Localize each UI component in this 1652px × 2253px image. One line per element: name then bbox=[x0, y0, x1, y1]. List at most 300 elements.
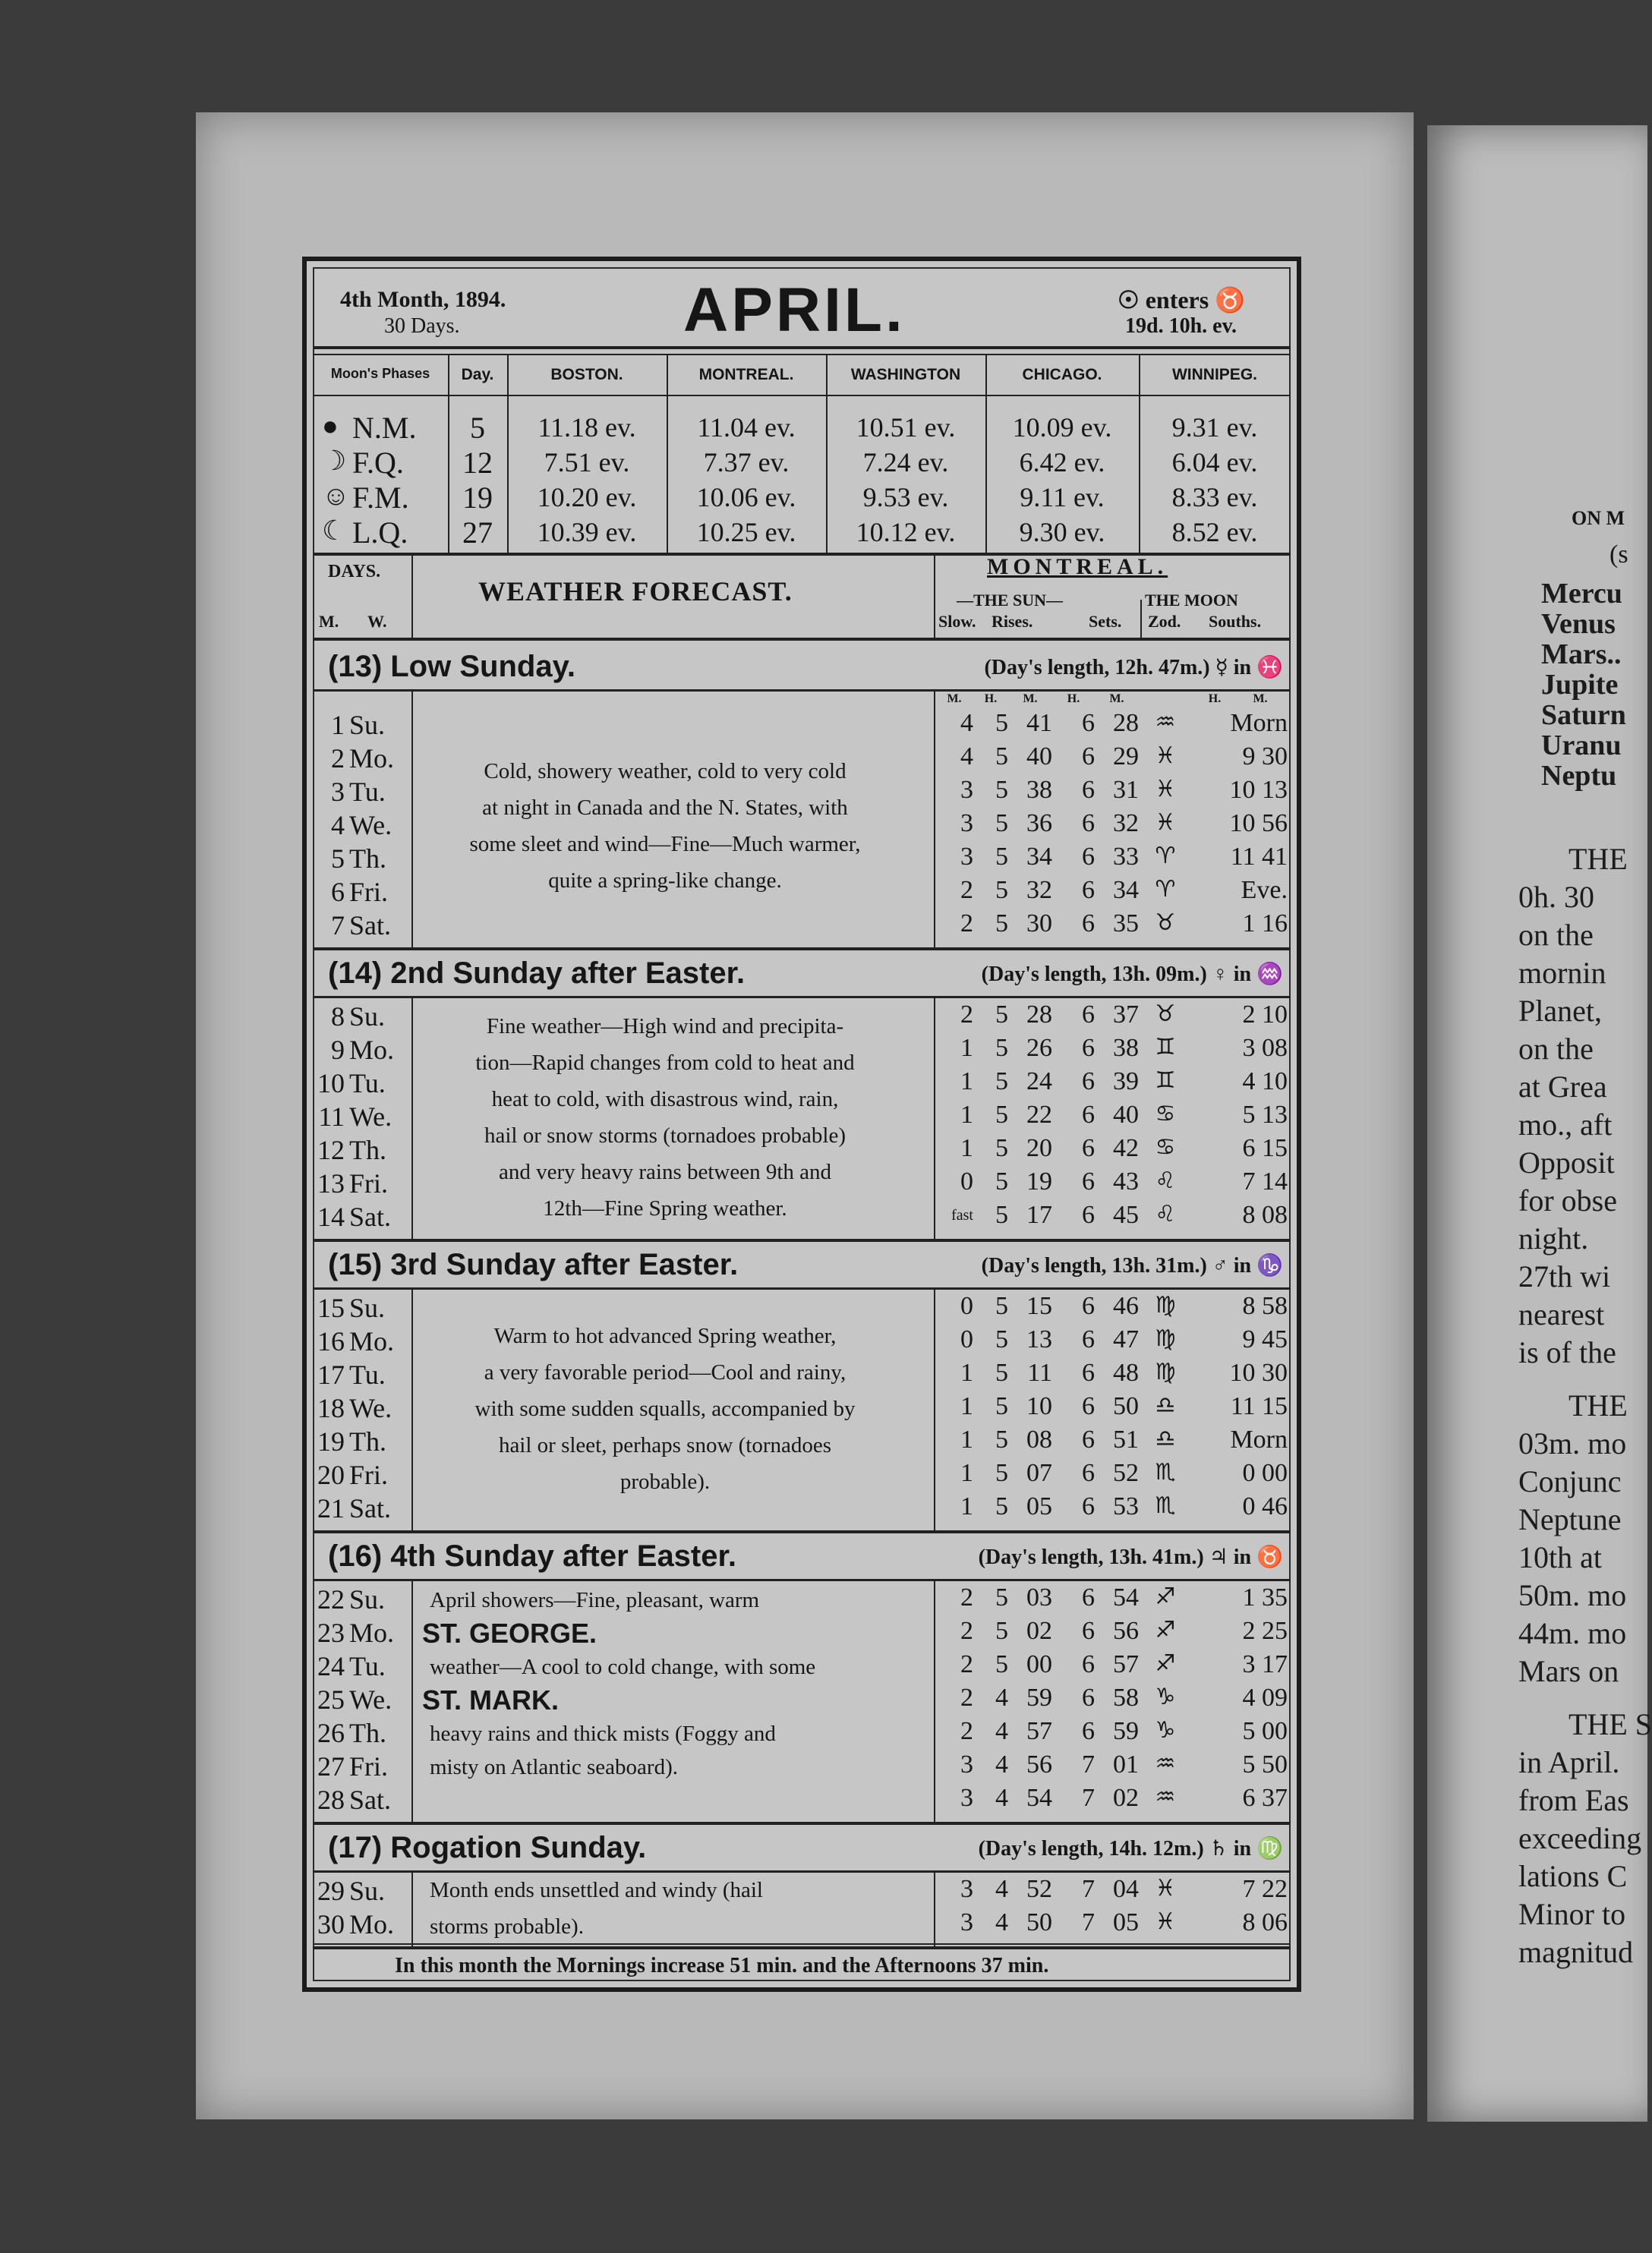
right-heading: ON M bbox=[1572, 507, 1625, 529]
sunset-min: 48 bbox=[1113, 1359, 1139, 1387]
sunset-hour: 6 bbox=[1082, 1426, 1095, 1454]
sunset-hour: 6 bbox=[1082, 1684, 1095, 1712]
sunrise-min: 26 bbox=[1026, 1034, 1052, 1062]
moon-zodiac: ♓ bbox=[1155, 742, 1176, 769]
weekday: Sat. bbox=[349, 1785, 392, 1815]
sunrise-min: 41 bbox=[1026, 709, 1052, 737]
planet-name: Jupite bbox=[1541, 669, 1619, 701]
moon-zodiac: ♈ bbox=[1155, 876, 1176, 903]
sunset-hour: 6 bbox=[1082, 1717, 1095, 1745]
sunrise-min: 19 bbox=[1026, 1167, 1052, 1196]
moon-souths: 10 30 bbox=[1229, 1359, 1288, 1387]
right-text-line: THE S bbox=[1568, 1707, 1652, 1741]
weekday: Th. bbox=[349, 1135, 386, 1165]
sunset-min: 34 bbox=[1113, 876, 1139, 904]
forecast-line: a very favorable period—Cool and rainy, bbox=[484, 1360, 846, 1385]
moon-zodiac: ♒ bbox=[1155, 1784, 1176, 1810]
sunrise-min: 11 bbox=[1027, 1359, 1052, 1387]
sunrise-hour: 5 bbox=[995, 742, 1008, 770]
moon-zodiac: ♉ bbox=[1155, 909, 1176, 936]
right-text-line: Mars on bbox=[1518, 1654, 1619, 1688]
sunset-hour: 6 bbox=[1082, 876, 1095, 904]
days-label: DAYS. bbox=[328, 562, 381, 581]
phase-symbol: ● bbox=[322, 411, 339, 441]
sun-slow: 1 bbox=[960, 1459, 973, 1487]
weather-forecast-text bbox=[422, 1318, 908, 1500]
right-text-line: 03m. mo bbox=[1518, 1426, 1627, 1461]
phase-time: 11.18 ev. bbox=[538, 412, 636, 443]
unit-label: M. bbox=[1023, 692, 1038, 705]
moon-souths: 4 09 bbox=[1242, 1684, 1288, 1712]
sunrise-hour: 5 bbox=[995, 1617, 1008, 1645]
sunrise-min: 57 bbox=[1026, 1717, 1052, 1745]
sunset-min: 50 bbox=[1113, 1392, 1139, 1420]
weekday: Mo. bbox=[349, 1326, 395, 1357]
sunset-hour: 6 bbox=[1082, 1583, 1095, 1612]
planet-name: Saturn bbox=[1541, 699, 1626, 731]
forecast-line: heavy rains and thick mists (Foggy and bbox=[430, 1722, 776, 1746]
phase-col-header: BOSTON. bbox=[550, 366, 623, 383]
moon-zodiac: ♉ bbox=[1155, 1000, 1176, 1027]
moon-zodiac: ♑ bbox=[1155, 1684, 1176, 1710]
unit-label: M. bbox=[947, 692, 962, 705]
right-text-line: in April. bbox=[1518, 1745, 1620, 1779]
sunset-hour: 6 bbox=[1082, 809, 1095, 837]
sun-slow: 2 bbox=[960, 1617, 973, 1645]
sub-col-rule bbox=[1140, 600, 1142, 638]
moon-souths: 0 00 bbox=[1242, 1459, 1288, 1487]
right-text-line: mornin bbox=[1518, 956, 1606, 990]
w-label: W. bbox=[367, 612, 387, 631]
week-bottom-rule bbox=[313, 1530, 1291, 1533]
footer-rule bbox=[313, 1943, 1291, 1945]
the-moon-label: THE MOON bbox=[1145, 591, 1238, 610]
sunrise-hour: 5 bbox=[995, 1492, 1008, 1520]
sunrise-hour: 4 bbox=[995, 1784, 1008, 1812]
sunrise-min: 02 bbox=[1026, 1617, 1052, 1645]
forecast-line: tion—Rapid changes from cold to heat and bbox=[475, 1051, 855, 1075]
day-number: 24 bbox=[317, 1651, 345, 1681]
sunrise-min: 24 bbox=[1026, 1067, 1052, 1095]
day-number: 17 bbox=[317, 1360, 345, 1390]
sun-slow: 2 bbox=[960, 1583, 973, 1612]
phase-name: N.M. bbox=[352, 411, 417, 445]
moon-souths: Eve. bbox=[1241, 876, 1288, 904]
sunrise-hour: 4 bbox=[995, 1875, 1008, 1903]
sun-slow: 1 bbox=[960, 1134, 973, 1162]
weekday: Mo. bbox=[349, 1618, 395, 1648]
moon-zodiac: ♒ bbox=[1155, 709, 1176, 736]
right-text-line: 10th at bbox=[1518, 1540, 1602, 1574]
forecast-line: Warm to hot advanced Spring weather, bbox=[493, 1324, 837, 1348]
sun-enters: ☉ enters ♉ bbox=[1118, 286, 1246, 314]
sunset-hour: 6 bbox=[1082, 1167, 1095, 1196]
sunset-min: 43 bbox=[1113, 1167, 1139, 1196]
phase-col-header: Moon's Phases bbox=[330, 366, 430, 381]
forecast-line: 12th—Fine Spring weather. bbox=[543, 1196, 787, 1221]
phase-col-header: Day. bbox=[461, 366, 494, 383]
sunset-min: 52 bbox=[1113, 1459, 1139, 1487]
right-text-line: night. bbox=[1518, 1221, 1589, 1256]
phase-time: 10.51 ev. bbox=[856, 412, 956, 443]
day-number: 30 bbox=[317, 1909, 345, 1939]
sub-col-rule bbox=[934, 556, 935, 638]
sun-slow: 3 bbox=[960, 843, 973, 871]
sunrise-hour: 4 bbox=[995, 1717, 1008, 1745]
forecast-line: April showers—Fine, pleasant, warm bbox=[430, 1588, 760, 1612]
sunset-hour: 6 bbox=[1082, 909, 1095, 937]
right-text-line: on the bbox=[1518, 918, 1594, 952]
sunrise-min: 36 bbox=[1026, 809, 1052, 837]
zod-label: Zod. bbox=[1148, 612, 1181, 631]
forecast-line: at night in Canada and the N. States, with bbox=[482, 796, 848, 820]
sunset-min: 38 bbox=[1113, 1034, 1139, 1062]
weekday: Sat. bbox=[349, 1493, 392, 1524]
sunset-hour: 6 bbox=[1082, 1492, 1095, 1520]
sun-slow: 3 bbox=[960, 809, 973, 837]
sunrise-min: 59 bbox=[1026, 1684, 1052, 1712]
right-text-line: THE bbox=[1568, 842, 1628, 876]
sunset-min: 02 bbox=[1113, 1784, 1139, 1812]
sunrise-min: 56 bbox=[1026, 1750, 1052, 1779]
phase-day: 5 bbox=[470, 411, 485, 445]
planet-name: Neptu bbox=[1541, 760, 1617, 792]
sun-slow: 0 bbox=[960, 1167, 973, 1196]
weekday: Fri. bbox=[349, 1751, 389, 1782]
sunset-min: 53 bbox=[1113, 1492, 1139, 1520]
moon-souths: 3 08 bbox=[1242, 1034, 1288, 1062]
sun-enters-time: 19d. 10h. ev. bbox=[1125, 314, 1237, 338]
sunrise-min: 00 bbox=[1026, 1650, 1052, 1678]
moon-zodiac: ♍ bbox=[1155, 1359, 1176, 1385]
sunrise-hour: 5 bbox=[995, 1292, 1008, 1320]
sunset-min: 46 bbox=[1113, 1292, 1139, 1320]
phase-time: 9.31 ev. bbox=[1171, 412, 1258, 443]
planet-name: Mercu bbox=[1541, 578, 1622, 610]
moon-zodiac: ♍ bbox=[1155, 1325, 1176, 1352]
sunrise-hour: 5 bbox=[995, 1426, 1008, 1454]
day-number: 18 bbox=[317, 1393, 345, 1423]
phase-day: 27 bbox=[462, 515, 493, 550]
phase-time: 8.33 ev. bbox=[1171, 482, 1258, 512]
right-text-line: 0h. 30 bbox=[1518, 880, 1594, 914]
phase-time: 10.09 ev. bbox=[1012, 412, 1112, 443]
sunrise-hour: 5 bbox=[995, 1583, 1008, 1612]
sunrise-hour: 4 bbox=[995, 1750, 1008, 1779]
planet-name: Mars.. bbox=[1541, 638, 1622, 670]
sunrise-min: 08 bbox=[1026, 1426, 1052, 1454]
sunset-hour: 6 bbox=[1082, 1617, 1095, 1645]
weekday: We. bbox=[349, 1684, 393, 1715]
col-rule bbox=[934, 1870, 935, 1946]
phase-time: 7.51 ev. bbox=[544, 447, 630, 477]
header-rule bbox=[313, 346, 1291, 349]
moon-zodiac: ♐ bbox=[1155, 1583, 1176, 1610]
phase-time: 11.04 ev. bbox=[697, 412, 796, 443]
sunrise-min: 20 bbox=[1026, 1134, 1052, 1162]
saint-day-label: ST. MARK. bbox=[422, 1684, 559, 1716]
sun-slow: 1 bbox=[960, 1426, 973, 1454]
day-number: 2 bbox=[331, 743, 345, 774]
sunrise-hour: 5 bbox=[995, 809, 1008, 837]
day-number: 13 bbox=[317, 1168, 345, 1199]
phase-name: L.Q. bbox=[352, 515, 408, 550]
right-text-line: Planet, bbox=[1518, 994, 1602, 1028]
sun-slow: 3 bbox=[960, 1750, 973, 1779]
sunset-min: 42 bbox=[1113, 1134, 1139, 1162]
phase-header-rule bbox=[313, 395, 1291, 396]
weather-forecast-text bbox=[422, 753, 908, 899]
phase-time: 10.20 ev. bbox=[537, 482, 637, 512]
month-number: 4th Month, 1894. bbox=[340, 287, 506, 312]
right-text-line: Opposit bbox=[1518, 1145, 1615, 1180]
souths-label: Souths. bbox=[1209, 612, 1262, 631]
moon-souths: 7 22 bbox=[1242, 1875, 1288, 1903]
moon-souths: 7 14 bbox=[1242, 1167, 1288, 1196]
moon-souths: 0 46 bbox=[1242, 1492, 1288, 1520]
week-bottom-rule bbox=[313, 947, 1291, 950]
col-rule bbox=[411, 1287, 413, 1530]
day-number: 4 bbox=[331, 810, 345, 840]
sunrise-hour: 5 bbox=[995, 1167, 1008, 1196]
sunset-min: 45 bbox=[1113, 1201, 1139, 1229]
moon-zodiac: ♋ bbox=[1155, 1134, 1176, 1161]
sunrise-hour: 4 bbox=[995, 1908, 1008, 1936]
forecast-line: quite a spring-like change. bbox=[548, 868, 782, 893]
weekday: Tu. bbox=[349, 777, 386, 807]
moon-souths: 1 35 bbox=[1242, 1583, 1288, 1612]
sunset-hour: 6 bbox=[1082, 1650, 1095, 1678]
day-length: (Day's length, 13h. 31m.) ♂ in ♑ bbox=[981, 1254, 1283, 1278]
forecast-line: heat to cold, with disastrous wind, rain, bbox=[491, 1087, 839, 1111]
moon-zodiac: ♌ bbox=[1155, 1201, 1176, 1227]
forecast-line: some sleet and wind—Fine—Much warmer, bbox=[469, 832, 861, 856]
forecast-line: probable). bbox=[620, 1470, 711, 1494]
weekday: Tu. bbox=[349, 1068, 386, 1098]
unit-label: M. bbox=[1109, 692, 1124, 705]
day-number: 9 bbox=[331, 1035, 345, 1065]
saint-day-label: ST. GEORGE. bbox=[422, 1618, 597, 1649]
sunrise-hour: 5 bbox=[995, 1034, 1008, 1062]
day-number: 26 bbox=[317, 1718, 345, 1748]
sun-slow: 2 bbox=[960, 1000, 973, 1029]
week-heading-rule bbox=[313, 689, 1291, 692]
moon-souths: 10 56 bbox=[1229, 809, 1288, 837]
moon-souths: 5 13 bbox=[1242, 1101, 1288, 1129]
sunday-heading: (16) 4th Sunday after Easter. bbox=[328, 1539, 736, 1573]
moon-souths: 6 15 bbox=[1242, 1134, 1288, 1162]
sunset-hour: 6 bbox=[1082, 742, 1095, 770]
weekday: Tu. bbox=[349, 1651, 386, 1681]
sunrise-hour: 5 bbox=[995, 1134, 1008, 1162]
sunrise-min: 03 bbox=[1026, 1583, 1052, 1612]
right-text-line: Conjunc bbox=[1518, 1464, 1622, 1498]
unit-label: M. bbox=[1253, 692, 1268, 705]
col-rule bbox=[411, 1579, 413, 1822]
sunset-hour: 6 bbox=[1082, 1459, 1095, 1487]
sunrise-hour: 5 bbox=[995, 709, 1008, 737]
sunrise-min: 50 bbox=[1026, 1908, 1052, 1936]
forecast-line: weather—A cool to cold change, with some bbox=[430, 1655, 816, 1679]
forecast-line: Fine weather—High wind and precipita- bbox=[486, 1014, 844, 1038]
day-length: (Day's length, 12h. 47m.) ☿ in ♓ bbox=[984, 656, 1283, 679]
col-rule bbox=[934, 689, 935, 947]
phase-name: F.M. bbox=[352, 481, 409, 515]
sun-slow: 2 bbox=[960, 1684, 973, 1712]
sunrise-hour: 5 bbox=[995, 909, 1008, 937]
sunrise-min: 32 bbox=[1026, 876, 1052, 904]
moon-souths: 1 16 bbox=[1242, 909, 1288, 937]
moon-zodiac: ♓ bbox=[1155, 776, 1176, 802]
weekday: Su. bbox=[349, 1584, 386, 1615]
sun-slow: 3 bbox=[960, 1875, 973, 1903]
sunset-hour: 7 bbox=[1082, 1908, 1095, 1936]
sunrise-hour: 5 bbox=[995, 1201, 1008, 1229]
sunday-heading: (17) Rogation Sunday. bbox=[328, 1831, 647, 1864]
moon-zodiac: ♏ bbox=[1155, 1492, 1176, 1519]
sunset-min: 29 bbox=[1113, 742, 1139, 770]
montreal-heading: MONTREAL. bbox=[987, 554, 1168, 579]
day-length: (Day's length, 13h. 41m.) ♃ in ♉ bbox=[978, 1546, 1283, 1569]
sun-slow: 0 bbox=[960, 1325, 973, 1353]
sun-slow: 1 bbox=[960, 1034, 973, 1062]
weekday: Su. bbox=[349, 1876, 386, 1906]
sunrise-hour: 5 bbox=[995, 1101, 1008, 1129]
weather-forecast-heading: WEATHER FORECAST. bbox=[478, 576, 793, 607]
sun-slow: 3 bbox=[960, 1908, 973, 1936]
right-text-line: at Grea bbox=[1518, 1070, 1607, 1104]
sunset-min: 57 bbox=[1113, 1650, 1139, 1678]
weekday: Su. bbox=[349, 710, 386, 740]
moon-souths: 5 00 bbox=[1242, 1717, 1288, 1745]
phase-time: 10.25 ev. bbox=[696, 517, 796, 547]
moon-zodiac: ♎ bbox=[1155, 1392, 1176, 1419]
sunrise-min: 05 bbox=[1026, 1492, 1052, 1520]
day-number: 1 bbox=[331, 710, 345, 740]
sunrise-min: 28 bbox=[1026, 1000, 1052, 1029]
sun-slow: 2 bbox=[960, 1717, 973, 1745]
sunrise-hour: 5 bbox=[995, 1359, 1008, 1387]
m-label: M. bbox=[319, 612, 339, 631]
weekday: Sat. bbox=[349, 1202, 392, 1232]
phase-col-header: CHICAGO. bbox=[1022, 366, 1102, 383]
sunrise-min: 34 bbox=[1026, 843, 1052, 871]
moon-zodiac: ♍ bbox=[1155, 1292, 1176, 1319]
weather-forecast-text bbox=[422, 1872, 908, 1945]
sunset-hour: 6 bbox=[1082, 709, 1095, 737]
sunrise-min: 30 bbox=[1026, 909, 1052, 937]
sunset-hour: 6 bbox=[1082, 1325, 1095, 1353]
forecast-line: and very heavy rains between 9th and bbox=[498, 1160, 832, 1184]
col-rule bbox=[411, 996, 413, 1239]
right-heading-2: (s bbox=[1609, 540, 1628, 569]
moon-souths: 8 06 bbox=[1242, 1908, 1288, 1936]
phase-time: 6.04 ev. bbox=[1171, 447, 1258, 477]
forecast-line: hail or sleet, perhaps snow (tornadoes bbox=[498, 1433, 832, 1457]
weather-forecast-text bbox=[422, 1583, 908, 1784]
weekday: We. bbox=[349, 810, 393, 840]
sunset-hour: 7 bbox=[1082, 1750, 1095, 1779]
weekday: Mo. bbox=[349, 1909, 395, 1939]
moon-souths: 5 50 bbox=[1242, 1750, 1288, 1779]
moon-souths: 2 10 bbox=[1242, 1000, 1288, 1029]
weekday: Th. bbox=[349, 843, 386, 874]
day-number: 10 bbox=[317, 1068, 345, 1098]
day-number: 19 bbox=[317, 1426, 345, 1457]
day-number: 25 bbox=[317, 1684, 345, 1715]
phase-time: 10.39 ev. bbox=[537, 517, 637, 547]
weekday: We. bbox=[349, 1393, 393, 1423]
sunset-hour: 6 bbox=[1082, 1392, 1095, 1420]
day-number: 15 bbox=[317, 1293, 345, 1323]
col-rule bbox=[934, 1579, 935, 1822]
sunset-hour: 6 bbox=[1082, 1134, 1095, 1162]
day-number: 7 bbox=[331, 910, 345, 941]
sunset-min: 54 bbox=[1113, 1583, 1139, 1612]
phase-time: 10.06 ev. bbox=[696, 482, 796, 512]
day-number: 29 bbox=[317, 1876, 345, 1906]
sunrise-hour: 5 bbox=[995, 1000, 1008, 1029]
planet-name: Uranu bbox=[1541, 729, 1622, 761]
sunrise-hour: 5 bbox=[995, 1459, 1008, 1487]
col-rule bbox=[411, 689, 413, 947]
phase-time: 9.11 ev. bbox=[1020, 482, 1105, 512]
week-bottom-rule bbox=[313, 1822, 1291, 1825]
footer-note: In this month the Mornings increase 51 min. and the Afternoons 37 min. bbox=[395, 1954, 1049, 1977]
phase-symbol: ☽ bbox=[322, 446, 347, 476]
sun-slow: 2 bbox=[960, 1650, 973, 1678]
sunrise-hour: 5 bbox=[995, 843, 1008, 871]
sunday-heading: (15) 3rd Sunday after Easter. bbox=[328, 1248, 739, 1281]
sun-slow: 2 bbox=[960, 909, 973, 937]
day-number: 3 bbox=[331, 777, 345, 807]
week-heading-rule bbox=[313, 1287, 1291, 1290]
sunday-heading: (14) 2nd Sunday after Easter. bbox=[328, 956, 746, 990]
sunrise-min: 07 bbox=[1026, 1459, 1052, 1487]
moon-souths: 6 37 bbox=[1242, 1784, 1288, 1812]
phase-time: 7.37 ev. bbox=[703, 447, 790, 477]
day-number: 5 bbox=[331, 843, 345, 874]
unit-label: H. bbox=[1067, 692, 1080, 705]
right-text-line: THE bbox=[1568, 1388, 1628, 1423]
weekday: Th. bbox=[349, 1426, 386, 1457]
unit-label: H. bbox=[984, 692, 998, 705]
day-number: 20 bbox=[317, 1460, 345, 1490]
sub-col-rule bbox=[411, 556, 413, 638]
moon-zodiac: ♊ bbox=[1155, 1067, 1176, 1094]
sunrise-min: 40 bbox=[1026, 742, 1052, 770]
forecast-line: Cold, showery weather, cold to very cold bbox=[484, 759, 846, 783]
phase-col-header: WASHINGTON bbox=[850, 366, 961, 383]
phase-day: 12 bbox=[462, 446, 493, 480]
moon-souths: 9 45 bbox=[1242, 1325, 1288, 1353]
moon-souths: Morn bbox=[1230, 709, 1288, 737]
sunset-hour: 6 bbox=[1082, 843, 1095, 871]
week-bottom-rule bbox=[313, 1946, 1291, 1949]
planet-name: Venus bbox=[1541, 608, 1616, 640]
sunset-hour: 6 bbox=[1082, 1359, 1095, 1387]
sunset-min: 51 bbox=[1113, 1426, 1139, 1454]
moon-zodiac: ♒ bbox=[1155, 1750, 1176, 1777]
sunset-min: 58 bbox=[1113, 1684, 1139, 1712]
sunset-min: 05 bbox=[1113, 1908, 1139, 1936]
sun-slow: 4 bbox=[960, 709, 973, 737]
sunset-min: 37 bbox=[1113, 1000, 1139, 1029]
right-text-line: magnitud bbox=[1518, 1935, 1634, 1969]
sun-slow: 4 bbox=[960, 742, 973, 770]
sunset-hour: 7 bbox=[1082, 1875, 1095, 1903]
phase-time: 7.24 ev. bbox=[862, 447, 949, 477]
